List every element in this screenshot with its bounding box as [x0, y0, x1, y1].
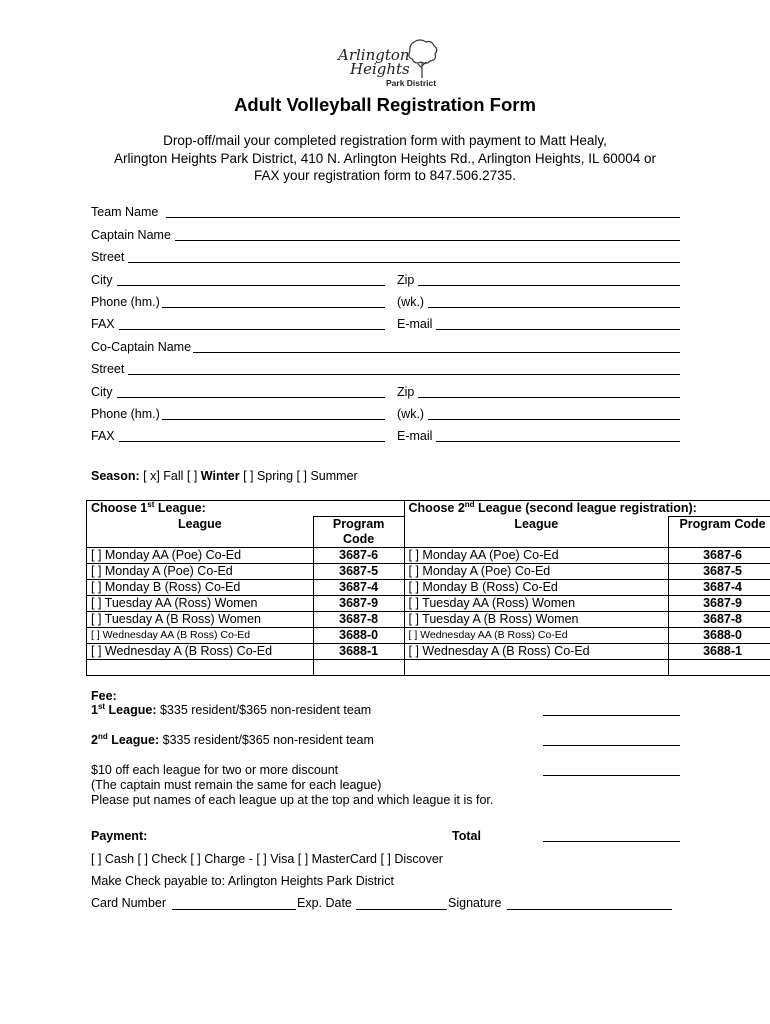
first-league-option[interactable]: [ ] Monday A (Poe) Co-Ed [87, 564, 314, 580]
co-zip-field[interactable] [418, 397, 680, 398]
program-code: 3687-9 [313, 596, 404, 612]
co-captain-name-field[interactable] [193, 352, 680, 353]
co-phone-hm-field[interactable] [162, 419, 385, 420]
co-email-field[interactable] [436, 441, 680, 442]
co-city-field[interactable] [117, 397, 385, 398]
phone-hm-field[interactable] [162, 307, 385, 308]
program-code: 3687-8 [313, 612, 404, 628]
second-league-option[interactable]: [ ] Tuesday A (B Ross) Women [404, 612, 669, 628]
second-league-option[interactable]: [ ] Wednesday A (B Ross) Co-Ed [404, 644, 669, 660]
program-code: 3688-0 [313, 628, 404, 644]
intro-line-2: Arlington Heights Park District, 410 N. Arlington Heights Rd., Arlington Heights, IL 60004 or [113, 151, 657, 166]
park-district-logo [336, 38, 462, 94]
season-winter-option[interactable]: Winter [200, 469, 240, 483]
zip-label: Zip [397, 273, 415, 287]
program-code: 3688-0 [669, 628, 770, 644]
card-number-field[interactable] [172, 909, 296, 910]
second-league-fee-field[interactable] [543, 745, 680, 746]
exp-date-label: Exp. Date [297, 896, 352, 910]
program-code: 3687-6 [313, 548, 404, 564]
second-league-option[interactable]: [ ] Wednesday AA (B Ross) Co-Ed [404, 628, 669, 644]
logo-line-arlington: Arlington [338, 46, 410, 64]
co-city-label: City [91, 385, 113, 399]
zip-field[interactable] [418, 285, 680, 286]
league-row [87, 548, 770, 564]
league-names-note: Please put names of each league up at the top and which league it is for. [91, 793, 494, 807]
co-street-label: Street [91, 362, 125, 376]
phone-wk-field[interactable] [428, 307, 680, 308]
empty-cell [669, 660, 770, 676]
program-code: 3687-9 [669, 596, 770, 612]
email-field[interactable] [436, 329, 680, 330]
league-row [87, 612, 770, 628]
program-code-column-header-2: Program Code [669, 517, 770, 548]
card-number-label: Card Number [91, 896, 167, 910]
city-field[interactable] [117, 285, 385, 286]
discount-text: $10 off each league for two or more discount [91, 763, 339, 777]
first-league-option[interactable]: [ ] Wednesday A (B Ross) Co-Ed [87, 644, 314, 660]
program-code: 3687-6 [669, 548, 770, 564]
co-phone-hm-label: Phone (hm.) [91, 407, 160, 421]
program-code: 3687-5 [669, 564, 770, 580]
second-league-option[interactable]: [ ] Monday A (Poe) Co-Ed [404, 564, 669, 580]
program-code-column-header: Program Code [313, 517, 404, 548]
check-payable-text: Make Check payable to: Arlington Heights Park District [91, 874, 394, 888]
discount-field[interactable] [543, 775, 680, 776]
total-label: Total [452, 829, 481, 843]
first-league-option[interactable]: [ ] Tuesday AA (Ross) Women [87, 596, 314, 612]
first-league-option[interactable]: [ ] Monday B (Ross) Co-Ed [87, 580, 314, 596]
payment-label: Payment: [91, 829, 148, 843]
league-row [87, 628, 770, 644]
intro-line-3: FAX your registration form to 847.506.2735. [254, 168, 516, 183]
season-spring-summer-options[interactable]: [ ] Spring [ ] Summer [243, 469, 358, 483]
second-league-option[interactable]: [ ] Monday AA (Poe) Co-Ed [404, 548, 669, 564]
second-league-option[interactable]: [ ] Tuesday AA (Ross) Women [404, 596, 669, 612]
team-name-label: Team Name [91, 205, 159, 219]
co-email-label: E-mail [397, 429, 433, 443]
program-code: 3687-4 [313, 580, 404, 596]
league-column-header-2: League [404, 517, 669, 548]
second-league-option[interactable]: [ ] Monday B (Ross) Co-Ed [404, 580, 669, 596]
co-fax-label: FAX [91, 429, 115, 443]
captain-note: (The captain must remain the same for each league) [91, 778, 382, 792]
phone-wk-label: (wk.) [397, 295, 425, 309]
phone-hm-label: Phone (hm.) [91, 295, 160, 309]
program-code: 3687-5 [313, 564, 404, 580]
team-name-field[interactable] [166, 217, 680, 218]
exp-date-field[interactable] [356, 909, 447, 910]
season-label: Season: [91, 469, 140, 483]
co-zip-label: Zip [397, 385, 415, 399]
league-row [87, 644, 770, 660]
league-column-header: League [87, 517, 314, 548]
tree-icon [409, 40, 437, 78]
first-league-fee-field[interactable] [543, 715, 680, 716]
league-row [87, 596, 770, 612]
season-row [91, 469, 358, 483]
fee-label: Fee: [91, 689, 117, 703]
co-captain-name-label: Co-Captain Name [91, 340, 192, 354]
payment-methods[interactable]: [ ] Cash [ ] Check [ ] Charge - [ ] Visa [ ] MasterCard [ ] Discover [91, 852, 443, 866]
table-header-row [87, 501, 770, 517]
co-street-field[interactable] [128, 374, 680, 375]
fax-field[interactable] [119, 329, 385, 330]
street-field[interactable] [128, 262, 680, 263]
logo-line-park-district: Park District [386, 78, 437, 88]
intro-line-1: Drop-off/mail your completed registration form with payment to Matt Healy, [163, 133, 607, 148]
season-fall-option[interactable]: [ x] Fall [ ] [143, 469, 198, 483]
fax-label: FAX [91, 317, 115, 331]
signature-label: Signature [448, 896, 502, 910]
signature-field[interactable] [507, 909, 672, 910]
first-league-option[interactable]: [ ] Wednesday AA (B Ross) Co-Ed [87, 628, 314, 644]
captain-name-field[interactable] [175, 240, 680, 241]
empty-cell [404, 660, 669, 676]
street-label: Street [91, 250, 125, 264]
logo-line-heights: Heights [350, 60, 410, 78]
first-league-option[interactable]: [ ] Monday AA (Poe) Co-Ed [87, 548, 314, 564]
program-code: 3688-1 [669, 644, 770, 660]
city-label: City [91, 273, 113, 287]
league-row [87, 580, 770, 596]
column-header-row [87, 517, 770, 548]
league-row [87, 564, 770, 580]
league-table [86, 500, 770, 676]
choose-first-league-header: Choose 1st League: [87, 501, 405, 517]
choose-second-league-header: Choose 2nd League (second league registration): [404, 501, 770, 517]
program-code: 3687-8 [669, 612, 770, 628]
captain-name-label: Captain Name [91, 228, 171, 242]
program-code: 3687-4 [669, 580, 770, 596]
total-field[interactable] [543, 841, 680, 842]
first-league-option[interactable]: [ ] Tuesday A (B Ross) Women [87, 612, 314, 628]
page-title: Adult Volleyball Registration Form [234, 94, 536, 115]
empty-league-row [87, 660, 770, 676]
email-label: E-mail [397, 317, 433, 331]
co-phone-wk-field[interactable] [428, 419, 680, 420]
empty-cell [313, 660, 404, 676]
first-league-fee: 1st League: $335 resident/$365 non-resident team [91, 701, 372, 717]
empty-cell [87, 660, 314, 676]
second-league-fee: 2nd League: $335 resident/$365 non-resident team [91, 731, 374, 747]
co-fax-field[interactable] [119, 441, 385, 442]
program-code: 3688-1 [313, 644, 404, 660]
co-phone-wk-label: (wk.) [397, 407, 425, 421]
